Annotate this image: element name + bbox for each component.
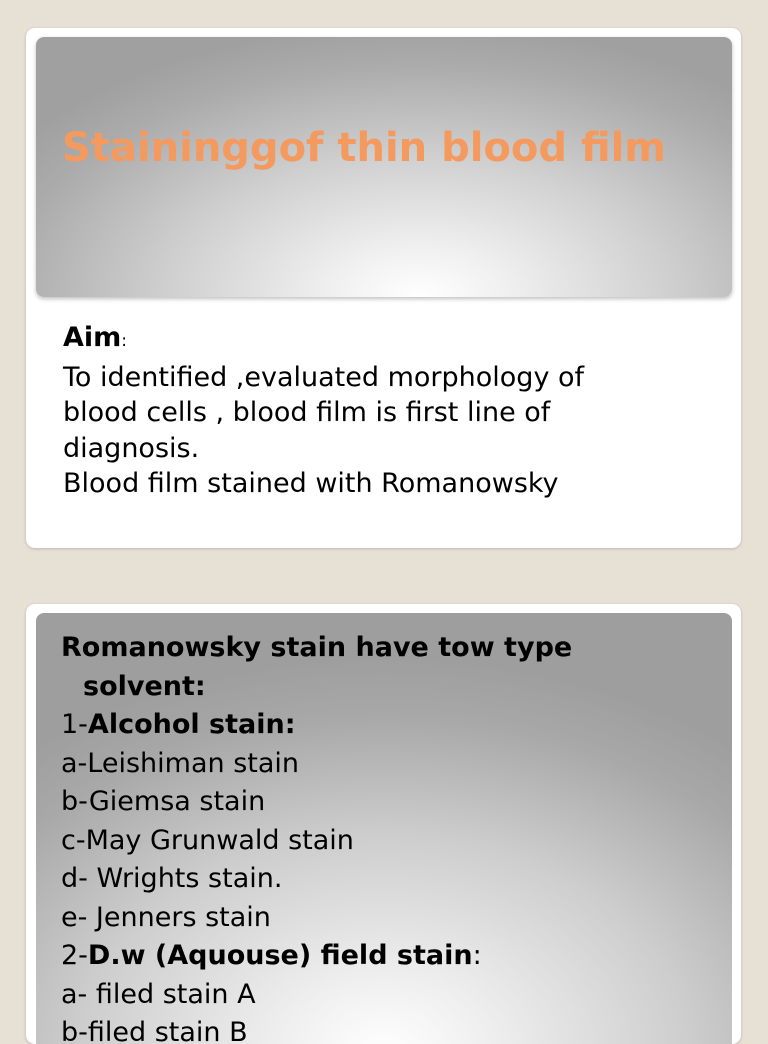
slide-2 xyxy=(26,604,741,1044)
alcohol-stain-heading xyxy=(61,706,721,745)
list-item: c-May Grunwald stain xyxy=(61,824,354,856)
aim-line: To identified ,evaluated morphology of xyxy=(63,361,585,393)
stain-heading: Romanowsky stain have tow type xyxy=(61,632,573,663)
aqueous-label: D.w (Aquouse) field stain xyxy=(87,940,473,971)
aim-line: diagnosis. xyxy=(63,432,200,464)
slide-1 xyxy=(26,28,741,548)
alcohol-prefix: 1- xyxy=(61,709,88,740)
aqueous-stain-heading xyxy=(61,937,721,976)
aim-colon: : xyxy=(121,331,128,351)
slide-title: Staininggof thin blood film xyxy=(62,125,666,171)
list-item: b-Giemsa stain xyxy=(61,786,266,817)
list-item: e- Jenners stain xyxy=(61,901,271,933)
list-item: d- Wrights stain. xyxy=(61,863,283,894)
content-panel xyxy=(36,613,732,1044)
aim-label: Aim xyxy=(63,322,122,353)
aim-section xyxy=(63,320,703,502)
alcohol-label: Alcohol stain: xyxy=(87,709,296,740)
stain-heading-continued: solvent: xyxy=(83,670,206,702)
aim-line: Blood film stained with Romanowsky xyxy=(63,468,559,499)
aim-line: blood cells , blood film is first line of xyxy=(63,397,551,428)
aqueous-colon: : xyxy=(472,940,482,971)
aim-heading-line xyxy=(63,320,703,360)
stain-list xyxy=(61,629,721,1044)
list-item: a-Leishiman stain xyxy=(61,747,300,779)
aqueous-prefix: 2- xyxy=(61,940,88,971)
list-item: b-filed stain B xyxy=(61,1017,248,1044)
title-panel xyxy=(36,37,732,297)
list-item: a- filed stain A xyxy=(61,978,256,1010)
